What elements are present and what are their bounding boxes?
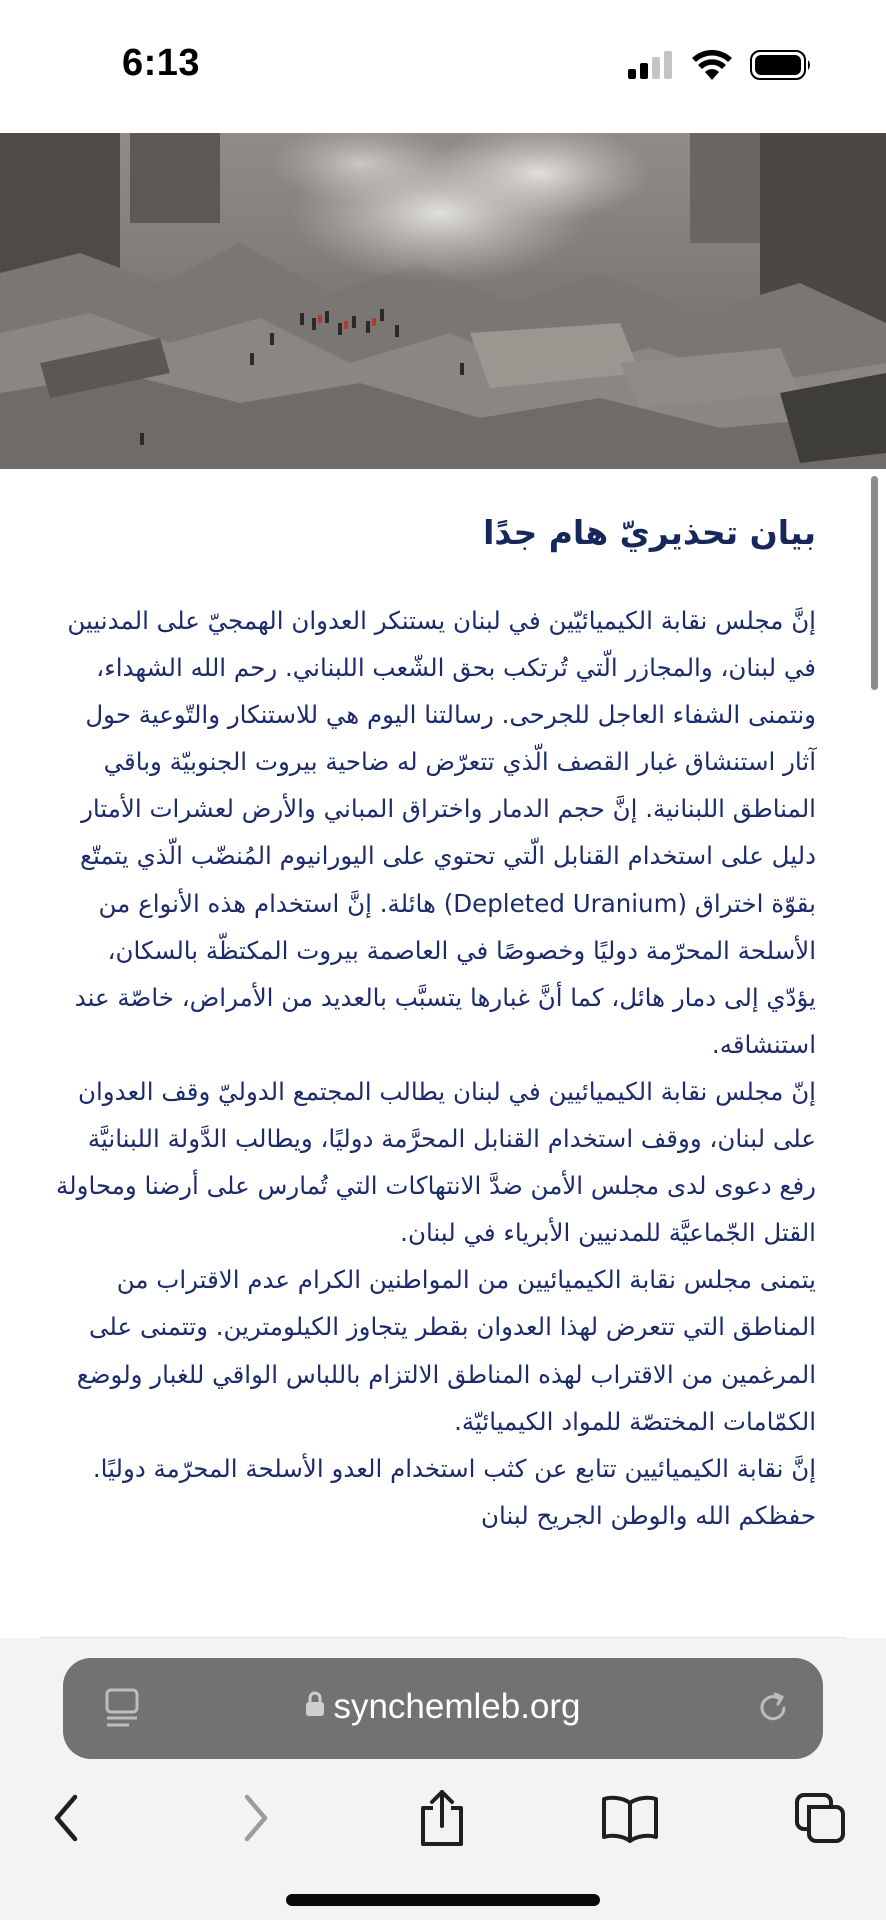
- reload-icon[interactable]: [753, 1688, 793, 1732]
- bookmarks-book-icon[interactable]: [600, 1788, 660, 1848]
- status-time: 6:13: [122, 42, 201, 84]
- article-body: [56, 597, 816, 1539]
- url-text[interactable]: synchemleb.org: [333, 1687, 581, 1726]
- home-indicator[interactable]: [286, 1894, 600, 1906]
- article: [0, 469, 886, 1637]
- article-title: بيان تحذيريّ هام جدًا: [483, 513, 816, 552]
- hero-image: [0, 133, 886, 469]
- address-bar[interactable]: [63, 1658, 823, 1759]
- back-chevron-icon[interactable]: [36, 1788, 96, 1848]
- wifi-icon: [692, 50, 732, 84]
- paragraph-text-latin: (Depleted Uranium): [443, 888, 688, 918]
- paragraph: حفظكم الله والوطن الجريح لبنان: [481, 1500, 816, 1530]
- cellular-signal-icon: [628, 51, 674, 83]
- paragraph: يتمنى مجلس نقابة الكيميائيين من المواطنين الكرام عدم الاقتراب من المناطق التي تتعرض لهذا العدوان بقطر يتجاوز الكيلومترين. وتتمنى على المرغمين من الاقتراب لهذه المناطق الالتزام باللباس الواقي للغبار ولوضع الكمّامات المختصّة للمواد الكيميائيّة.: [76, 1265, 816, 1436]
- browser-toolbar: [0, 1788, 886, 1858]
- battery-icon: [750, 50, 812, 84]
- tabs-icon[interactable]: [790, 1788, 850, 1848]
- paragraph-text: إنَّ مجلس نقابة الكيميائيّين في لبنان يستنكر العدوان الهمجيّ على المدنيين في لبنان، والمجازر الّتي تُرتكب بحق الشّعب اللبناني. رحم الله الشهداء، ونتمنى الشفاء العاجل للجرحى. رسالتنا اليوم هي للاستنكار والتّوعية حول آثار استنشاق غبار القصف الّذي تتعرّض له ضاحية بيروت الجنوبيّة وباقي المناطق اللبنانية. إنَّ حجم الدمار واختراق المباني والأرض لعشرات الأمتار دليل على استخدام القنابل الّتي تحتوي على اليورانيوم المُنضّب: [67, 606, 816, 871]
- rubble-photo: [0, 133, 886, 469]
- paragraph: [56, 597, 816, 1068]
- address-url-container[interactable]: [63, 1687, 823, 1729]
- status-icons: [628, 50, 812, 84]
- scroll-indicator[interactable]: [871, 476, 878, 690]
- paragraph: إنّ مجلس نقابة الكيميائيين في لبنان يطالب المجتمع الدوليّ وقف العدوان على لبنان، ووقف استخدام القنابل المحرَّمة دوليًا، ويطالب الدَّولة اللبنانيَّة رفع دعوى لدى مجلس الأمن ضدَّ الانتهاكات التي تُمارس على أرضنا ومحاولة القتل الجّماعيَّة للمدنيين الأبرياء في لبنان.: [56, 1076, 816, 1248]
- paragraph-text: هائلة. إنَّ استخدام هذه الأنواع من الأسلحة المحرّمة دوليًا وخصوصًا في العاصمة بيروت المكتظّة بالسكان، يؤدّي إلى دمار هائل، كما أنَّ غبارها يتسبَّب بالعديد من الأمراض، خاصّة عند استنشاقه.: [74, 888, 816, 1059]
- status-bar: [0, 0, 886, 133]
- forward-chevron-icon[interactable]: [226, 1788, 286, 1848]
- browser-chrome: [0, 1638, 886, 1920]
- lock-icon: [305, 1686, 325, 1726]
- share-icon[interactable]: [412, 1788, 472, 1848]
- paragraph: إنَّ نقابة الكيميائيين تتابع عن كثب استخدام العدو الأسلحة المحرّمة دوليًا.: [92, 1453, 816, 1483]
- paragraph-text: الّذي يتمتّع بقوّة اختراق: [80, 841, 816, 918]
